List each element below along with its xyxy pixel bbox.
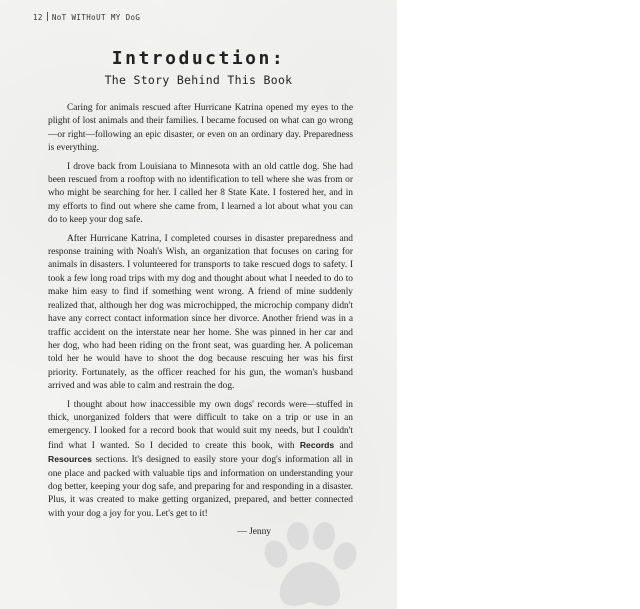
paragraph-4-text-a: I thought about how inaccessible my own dogs' records were—stuffed in thick, unorganized folders that were difficult to take on a trip or use in an emergency. I looked for a record book that would suit my needs, but I couldn't find what I wanted. So I decided to create this book, with — [48, 399, 353, 451]
resources-section-name: Resources — [48, 454, 92, 465]
page-number: 12 — [33, 13, 43, 22]
chapter-subtitle: The Story Behind This Book — [104, 73, 293, 87]
running-head-divider — [47, 12, 48, 21]
book-title: NoT WITHoUT MY DoG — [51, 13, 141, 22]
chapter-title: Introduction: — [111, 48, 286, 69]
author-signature: — Jenny — [237, 527, 271, 538]
paragraph-1: Caring for animals rescued after Hurricane Katrina opened my eyes to the plight of lost animals and their families. I became focused on what can go wrong—or right—following an epic disaster, or even on an ordinary day. Preparedness is everything. — [48, 103, 353, 154]
running-head — [33, 12, 140, 22]
paragraph-4-text-b: sections. It's designed to easily store your dog's information all in one place and packed with valuable tips and information on understanding your dog better, keeping your dog safe, and preparing for and responding in a disaster. Plus, it was created to make getting organized, prepared, and better connected with your dog a joy for you. Let's get to it! — [48, 455, 353, 519]
paragraph-4 — [48, 399, 353, 522]
paragraph-3: After Hurricane Katrina, I completed courses in disaster preparedness and response training with Noah's Wish, an organization that focuses on caring for animals in disasters. I volunteered for transports to take rescued dogs to safety. I took a few long road trips with my dog and thought about what I needed to do to make him easy to find if something went wrong. A friend of mine suddenly realized that, although her dog was microchipped, the microchip company didn't have any correct contact information since her divorce. Another friend was in a traffic accident on the interstate near her home. She was pinned in her car and her dog, who had been riding on the front seat, was guarding her. A policeman told her he would have to shoot the dog because rescuing her was his first priority. Fortunately, as the officer reached for his gun, the woman's husband arrived and was able to calm and restrain the dog. — [48, 233, 353, 392]
paragraph-4-and: and — [334, 440, 353, 451]
introduction-body — [48, 102, 353, 540]
paragraph-2: I drove back from Louisiana to Minnesota with an old cattle dog. She had been rescued from a rooftop with no identification to tell where she was from or who might be searching for her. I called her 8 State Kate. I fostered her, and in my efforts to find out where she came from, I learned a lot about what you can do to keep your dog safe. — [48, 161, 353, 226]
records-section-name: Records — [299, 439, 335, 450]
